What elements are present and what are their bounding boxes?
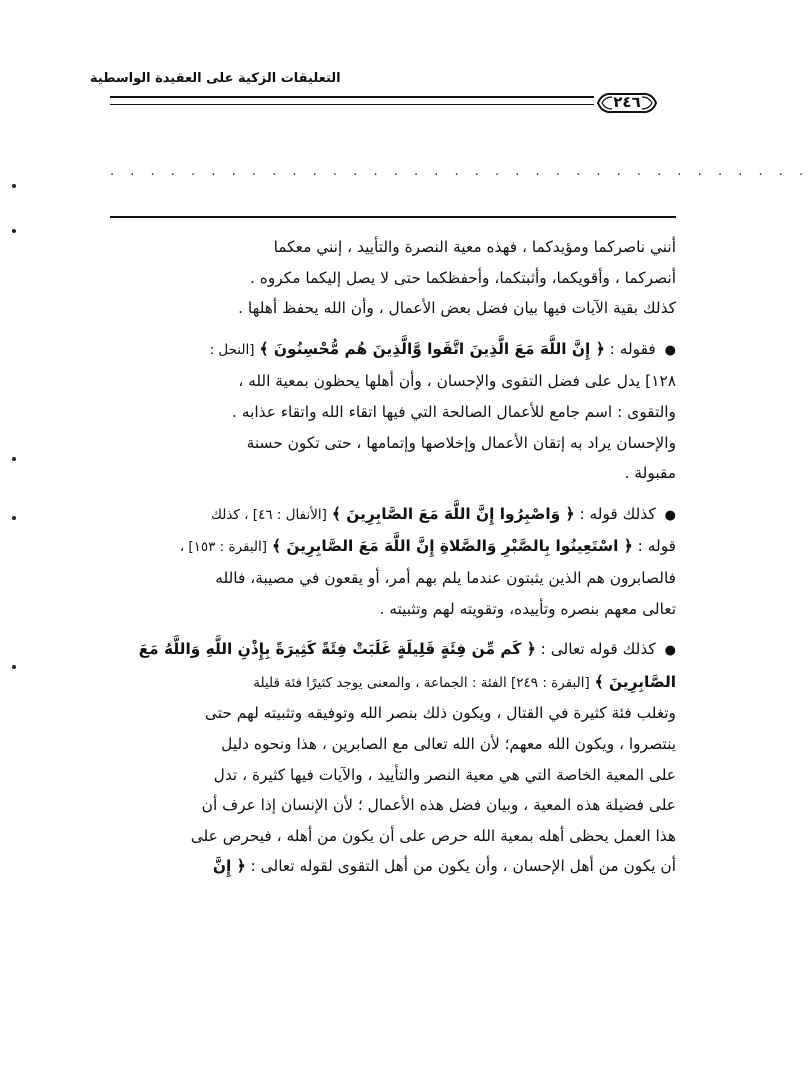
verse-reference: [البقرة : ٢٤٩] الفئة : الجماعة ، والمعنى يوجد كثيرًا فئة قليلة <box>253 674 590 691</box>
text-line <box>110 531 676 563</box>
header-rule-top <box>110 96 594 98</box>
text-line: أنصركما ، وأقويكما، وأثبتكما، وأحفظكما حتى لا يصل إليكما مكروه . <box>250 268 676 287</box>
text-line: ينتصروا ، ويكون الله معهم؛ لأن الله تعالى مع الصابرين ، هذا ونحوه دليل <box>221 734 676 753</box>
quran-verse: ﴿ وَاصْبِرُوا إِنَّ اللَّهَ مَعَ الصَّابِرِينَ ﴾ <box>331 504 575 523</box>
paragraph-6 <box>110 634 676 882</box>
text-line <box>110 634 676 667</box>
text-line: هذا العمل يحظى أهله بمعية الله حرص على أن يكون من أهله ، فيحرص على <box>190 826 676 845</box>
quran-verse: ﴿ كَم مِّن فِئَةٍ قَلِيلَةٍ غَلَبَتْ فِئَةً كَثِيرَةً بِإِذْنِ اللَّهِ وَاللَّهُ مَعَ <box>138 640 536 659</box>
body-text <box>110 232 676 882</box>
text-line: على المعية الخاصة التي هي معية النصر والتأييد ، والآيات فيها كثيرة ، تدل <box>213 765 676 784</box>
lead-text: قوله : <box>637 537 676 556</box>
text-line: على فضيلة هذه المعية ، وبيان فضل هذه الأعمال ؛ لأن الإنسان إذا عرف أن <box>201 796 676 815</box>
text-line: مقبولة . <box>624 464 676 483</box>
text-line: وتغلب فئة كثيرة في القتال ، ويكون ذلك بنصر الله وتوفيقه وتثبيته لهم حتى <box>204 704 676 723</box>
margin-mark <box>12 457 16 461</box>
bullet-icon: ● <box>664 342 676 358</box>
verse-reference: [الأنفال : ٤٦] ، كذلك <box>210 506 327 523</box>
text-line <box>110 334 676 367</box>
page-number-badge <box>594 90 660 116</box>
margin-mark <box>12 665 16 669</box>
paragraph-2 <box>110 293 676 324</box>
text-line: فالصابرون هم الذين يثبتون عندما يلم بهم أمر، أو يقعون في مصيبة، فالله <box>215 568 676 587</box>
text-line <box>110 851 676 882</box>
running-title: التعليقات الزكية على العقيدة الواسطية <box>90 71 341 86</box>
text-line <box>110 499 676 532</box>
text-line: والتقوى : اسم جامع للأعمال الصالحة التي فيها اتقاء الله واتقاء عذابه . <box>232 402 676 421</box>
text-line: والإحسان يراد به إتقان الأعمال وإخلاصها وإتمامها ، حتى تكون حسنة <box>246 433 676 452</box>
margin-mark <box>12 516 16 520</box>
page-number: ٢٤٦ <box>613 93 641 111</box>
quran-verse: ﴿ إِنَّ <box>212 857 246 876</box>
lead-text: فقوله : <box>609 339 656 358</box>
paragraph-1 <box>110 232 676 293</box>
text-line: تعالى معهم بنصره وتأييده، وتقويته لهم وتثبيته . <box>379 599 676 618</box>
header-rule-bottom <box>110 104 594 105</box>
text-line: كذلك بقية الآيات فيها بيان فضل بعض الأعمال ، وأن الله يحفظ أهلها . <box>238 299 676 318</box>
text-line <box>110 667 676 699</box>
lead-text: كذلك قوله تعالى : <box>540 640 656 659</box>
paragraph-5 <box>110 499 676 624</box>
bullet-icon: ● <box>664 507 676 523</box>
paragraph-4 <box>110 428 676 489</box>
lead-text: أن يكون من أهل الإحسان ، وأن يكون من أهل التقوى لقوله تعالى : <box>250 857 676 876</box>
quran-verse: الصَّابِرِينَ ﴾ <box>594 672 676 691</box>
quran-verse: ﴿ إِنَّ اللَّهَ مَعَ الَّذِينَ اتَّقَوا وَّالَّذِينَ هُم مُّحْسِنُونَ ﴾ <box>259 339 605 358</box>
margin-mark <box>12 184 16 188</box>
paragraph-3 <box>110 334 676 428</box>
verse-reference: [النحل : <box>209 341 255 358</box>
quran-verse: ﴿ اسْتَعِينُوا بِالصَّبْرِ وَالصَّلاةِ إِنَّ اللَّهَ مَعَ الصَّابِرِينَ ﴾ <box>271 537 633 556</box>
margin-mark <box>12 229 16 233</box>
text-line: أنني ناصركما ومؤيدكما ، فهذه معية النصرة والتأييد ، إنني معكما <box>273 238 676 256</box>
section-rule <box>110 216 676 218</box>
verse-reference: [البقرة : ١٥٣] ، <box>179 539 268 556</box>
lead-text: كذلك قوله : <box>579 504 656 523</box>
bullet-icon: ● <box>664 643 676 659</box>
dotted-separator: . . . . . . . . . . . . . . . . . . . . . . . . . . . . . . . . . . . <box>110 164 809 179</box>
text-line: ١٢٨] يدل على فضل التقوى والإحسان ، وأن أهلها يحظون بمعية الله ، <box>238 372 676 391</box>
